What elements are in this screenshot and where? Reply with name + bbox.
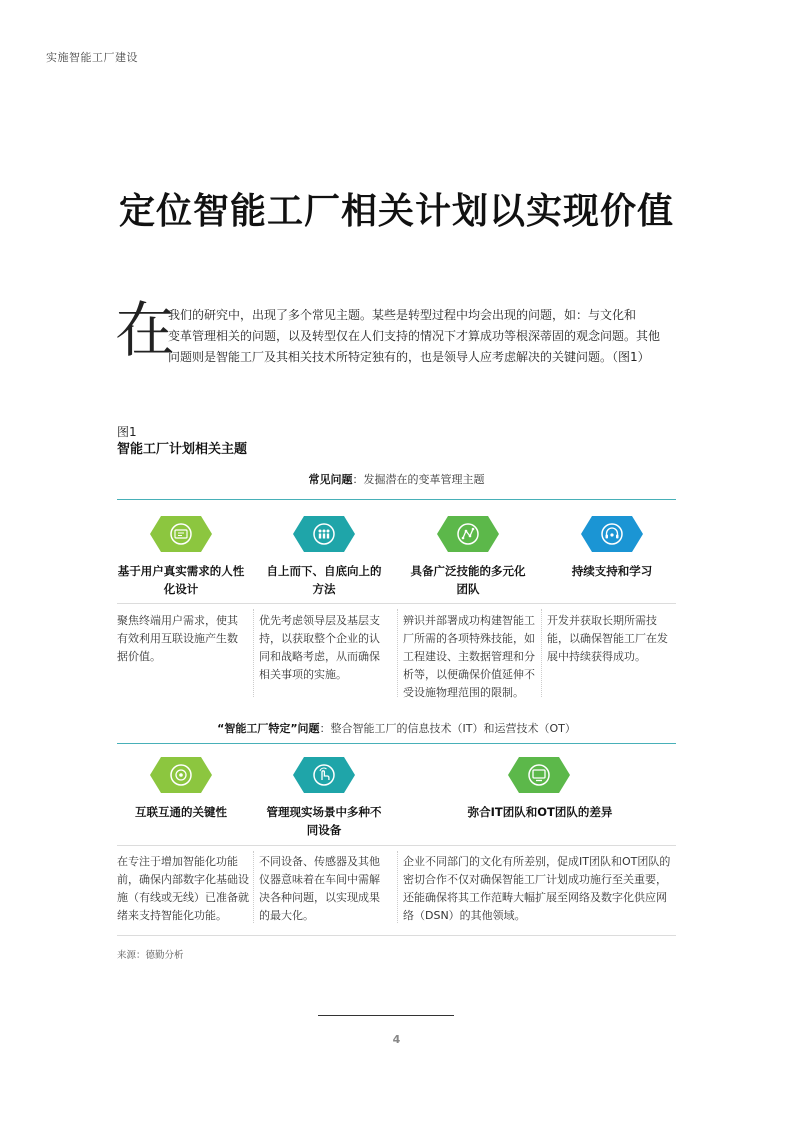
desc-line: 仪器意味着在车间中需解 [259,873,380,886]
touch-icon [293,757,355,793]
theme-title-line: 管理现实场景中多种不 [266,805,382,819]
desc-line: 能，以确保智能工厂在发 [547,632,668,645]
theme-description [117,612,251,666]
page-title: 定位智能工厂相关计划以实现价值 [118,191,674,232]
column-separator [253,609,254,697]
section-heading-bold: 常见问题 [308,473,353,486]
target-icon [150,757,212,793]
theme-title [404,803,676,821]
desc-line: 前，确保内部数字化基础设 [117,873,249,886]
footer-rule [318,1015,454,1016]
desc-line: 辨识并部署成功构建智能工 [403,614,535,627]
team-icon [293,516,355,552]
desc-line: 的最大化。 [259,909,314,922]
desc-line: 在专注于增加智能化功能 [117,855,238,868]
desc-line: 还能确保将其工作范畴大幅扩展至网络及数字化供应网 [403,891,667,904]
theme-title [260,803,388,839]
monitor-icon [508,757,570,793]
theme-title-line: 化设计 [163,582,199,596]
theme-description [259,853,395,925]
theme-description [403,612,541,702]
theme-title-line: 互联互通的关键性 [135,805,227,819]
theme-title-line: 持续支持和学习 [571,564,653,578]
desc-line: 优先考虑领导层及基层支 [259,614,380,627]
intro-line: 变革管理相关的问题，以及转型仅在人们支持的情况下才算成功等根深蒂固的观念问题。其他 [168,329,661,343]
desc-line: 相关事项的实施。 [259,668,347,681]
theme-description [547,612,679,666]
running-header: 实施智能工厂建设 [46,51,138,64]
figure-bottom-rule [117,935,676,936]
theme-title [548,562,676,580]
row-divider [117,845,676,846]
column-separator [253,851,254,923]
desc-line: 据价值。 [117,650,161,663]
desc-line: 有效利用互联设施产生数 [117,632,238,645]
intro-line: 我们的研究中，出现了多个常见主题。某些是转型过程中均会出现的问题，如：与文化和 [168,308,637,322]
theme-title [260,562,388,598]
theme-title [404,562,532,598]
desc-line: 持，以获取整个企业的认 [259,632,380,645]
user-card-icon [150,516,212,552]
support-icon [581,516,643,552]
figure-source: 来源：德勤分析 [117,950,184,961]
theme-title-line: 自上而下、自底向上的 [266,564,382,578]
section-rule [117,499,676,500]
theme-title-line: 弥合IT团队和OT团队的差异 [467,805,613,819]
theme-description [259,612,395,684]
section-heading-bold: “智能工厂特定”问题 [217,722,320,735]
section-rule [117,743,676,744]
desc-line: 析等，以便确保价值延伸不 [403,668,535,681]
desc-line: 工程建设、主数据管理和分 [403,650,535,663]
desc-line: 决各种问题，以实现成果 [259,891,380,904]
section-heading-text: ：整合智能工厂的信息技术（IT）和运营技术（OT） [319,722,576,735]
desc-line: 企业不同部门的文化有所差别，促成IT团队和OT团队的 [403,855,671,868]
desc-line: 聚焦终端用户需求，使其 [117,614,238,627]
section-heading-specific [117,720,676,736]
theme-title [117,803,245,821]
section-heading-common [117,471,676,487]
intro-paragraph [168,305,678,368]
desc-line: 展中持续获得成功。 [547,650,646,663]
desc-line: 络（DSN）的其他领域。 [403,909,526,922]
intro-line: 问题则是智能工厂及其相关技术所特定独有的，也是领导人应考虑解决的关键问题。（图1） [168,350,650,364]
figure-label: 图1 [117,425,137,439]
theme-title-line: 方法 [312,582,336,596]
column-separator [541,609,542,697]
section-heading-text: ：发掘潜在的变革管理主题 [352,473,485,486]
desc-line: 开发并获取长期所需技 [547,614,657,627]
theme-title-line: 具备广泛技能的多元化 [410,564,526,578]
desc-line: 绪来支持智能化功能。 [117,909,227,922]
theme-description [403,853,679,925]
desc-line: 不同设备、传感器及其他 [259,855,380,868]
desc-line: 同和战略考虑，从而确保 [259,650,380,663]
desc-line: 密切合作不仅对确保智能工厂计划成功施行至关重要， [403,873,667,886]
row-divider [117,603,676,604]
desc-line: 厂所需的各项特殊技能，如 [403,632,535,645]
theme-title-line: 同设备 [306,823,342,837]
page-number: 4 [392,1033,401,1046]
dropcap: 在 [115,296,175,366]
network-icon [437,516,499,552]
column-separator [397,609,398,697]
theme-title [117,562,245,598]
figure-title: 智能工厂计划相关主题 [117,442,248,457]
desc-line: 施（有线或无线）已准备就 [117,891,249,904]
theme-description [117,853,251,925]
theme-title-line: 团队 [456,582,480,596]
desc-line: 受设施物理范围的限制。 [403,686,524,699]
theme-title-line: 基于用户真实需求的人性 [117,564,245,578]
column-separator [397,851,398,923]
